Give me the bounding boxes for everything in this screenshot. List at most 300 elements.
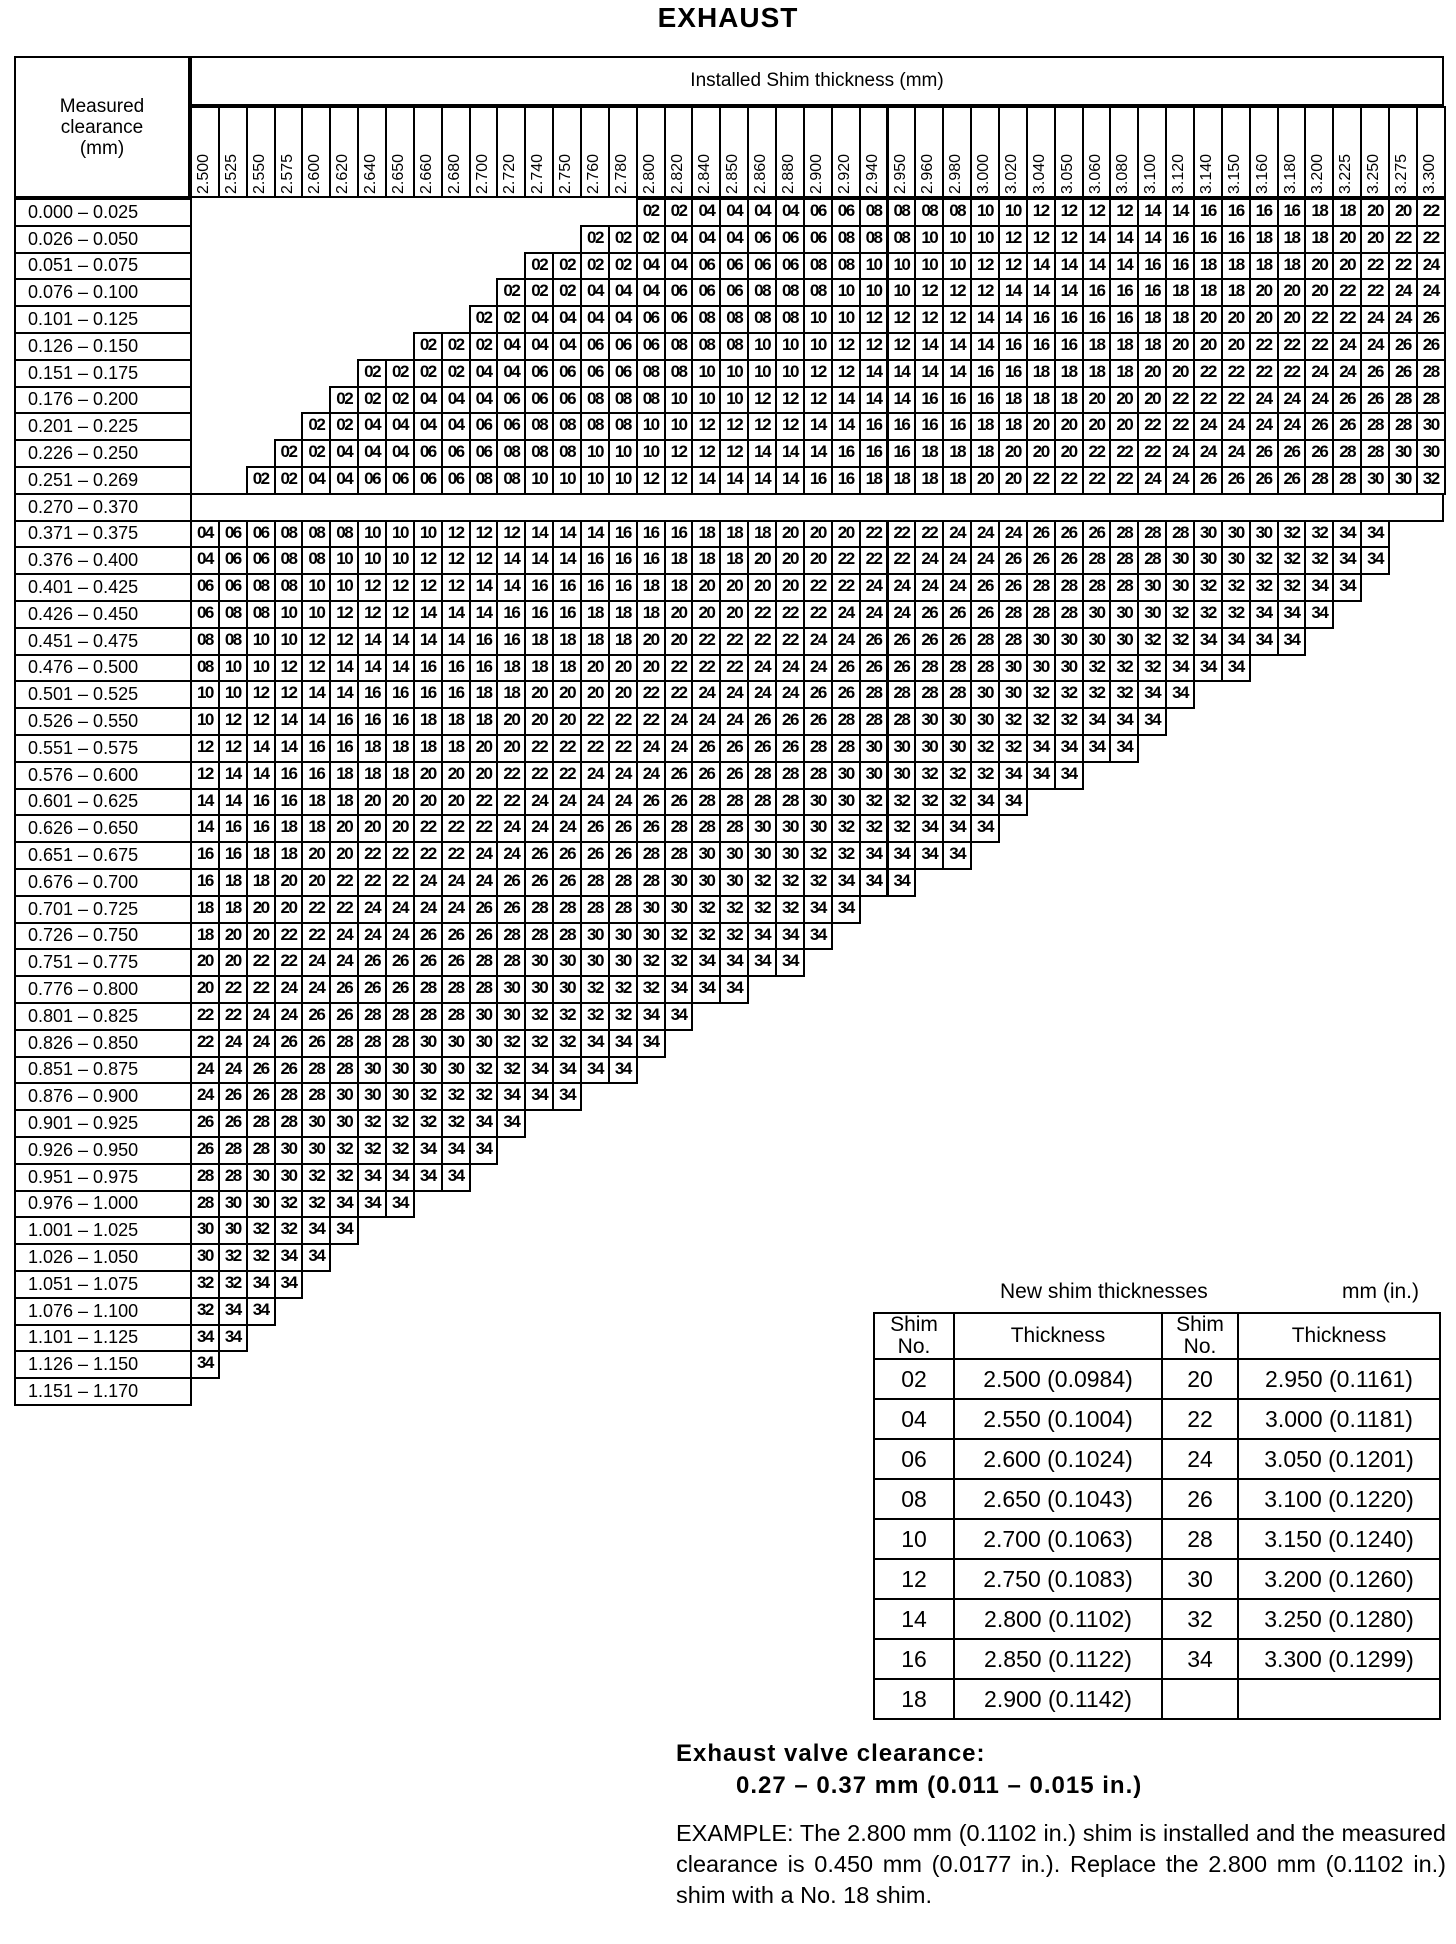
shim-number-value: 28 [196,1165,213,1185]
shim-number-value: 14 [475,576,492,596]
shim-number-value: 16 [447,683,464,703]
shim-number-value: 20 [670,629,687,649]
shim-number-value: 20 [809,549,826,569]
shim-number: 12 [874,1559,954,1599]
shim-number-value: 34 [1227,629,1244,649]
shim-number-value: 02 [642,227,659,247]
shim-number-value: 34 [1172,656,1188,676]
shim-number-value: 02 [670,201,687,220]
clearance-range-label: 0.701 – 0.725 [28,898,139,919]
shim-number-value: 30 [782,844,798,864]
shim-number-value: 20 [1172,335,1188,354]
shim-number-value: 06 [782,227,798,247]
shim-number-value: 30 [837,763,854,783]
shim-number-value: 24 [475,844,492,864]
shim-number-value: 14 [503,576,520,596]
shim-no-header [874,1313,954,1359]
shim-number-value: 24 [1283,415,1300,435]
shim-number-value: 20 [419,763,436,783]
shim-number-value: 34 [475,1112,492,1132]
shim-number-value: 32 [809,871,826,890]
shim-number-value: 04 [726,227,743,247]
shim-thickness-label: 2.640 [362,153,380,194]
shim-number-value: 30 [531,951,548,971]
shim-number-value: 24 [949,549,966,569]
shim-number-value: 18 [1227,254,1244,274]
shim-number-value: 32 [837,844,854,864]
shim-number-value: 32 [977,737,993,756]
shim-number-value: 24 [670,710,687,730]
shim-number-value: 12 [1004,227,1021,247]
shim-number-value: 22 [364,844,381,864]
shim-number-value: 20 [1339,227,1356,247]
shim-thickness-label: 3.250 [1365,153,1383,194]
shim-thickness-label: 2.840 [696,153,714,194]
shim-number-value: 10 [280,603,297,622]
clearance-range-label: 0.401 – 0.425 [28,577,139,598]
shim-number-value: 32 [1060,683,1077,703]
shim-number-value: 12 [224,710,241,730]
shim-number-value: 24 [196,1085,213,1105]
shim-number-value: 26 [698,737,715,756]
shim-number-value: 24 [1172,442,1188,462]
shim-number-value: 10 [614,442,631,462]
shim-number-value: 12 [475,549,492,569]
shim-thickness: 3.100 (0.1220) [1238,1479,1440,1519]
shim-number-value: 10 [698,388,715,408]
shim-number-value: 24 [280,1005,297,1024]
shim-number-value: 16 [977,361,993,381]
shim-number-value: 10 [196,683,213,703]
shim-number-value: 18 [754,522,771,542]
shim-number-value: 24 [809,629,826,649]
shim-number-value: 18 [391,737,408,756]
shim-number-value: 28 [1116,576,1133,596]
shim-number-value: 14 [754,469,771,488]
shim-number-value: 10 [364,522,381,542]
shim-number-value: 10 [587,469,603,488]
shim-number-value: 16 [921,415,938,435]
shim-number-value: 30 [1172,549,1188,569]
shim-number-value: 28 [1172,522,1188,542]
shim-number-value: 22 [782,629,798,649]
shim-number-value: 26 [1255,469,1272,488]
shim-number-value: 28 [1367,415,1383,435]
shim-number-value: 26 [224,1112,241,1132]
shim-number-value: 20 [587,656,603,676]
shim-number-value: 14 [977,308,993,328]
shim-number-value: 26 [754,710,771,730]
shim-number-value: 32 [642,951,659,971]
shim-number-value: 12 [782,415,798,435]
shim-number-value: 20 [754,576,771,596]
new-shim-header-row [874,1313,1440,1359]
shim-number-value: 14 [837,415,854,435]
shim-number-value: 26 [726,737,743,756]
shim-number-value: 32 [1311,522,1328,542]
shim-number-value: 32 [614,1005,631,1024]
shim-number-value: 30 [726,871,743,890]
shim-number: 22 [1162,1399,1238,1439]
shim-number-value: 24 [475,871,492,890]
shim-number-value: 30 [224,1192,241,1212]
shim-number-value: 34 [559,1085,576,1105]
shim-number-value: 16 [391,683,408,703]
shim-number-value: 14 [1172,201,1188,220]
shim-number: 10 [874,1519,954,1559]
shim-number-value: 24 [1367,335,1383,354]
clearance-range-label: 1.101 – 1.125 [28,1327,139,1348]
shim-number-value: 24 [447,871,464,890]
shim-number: 28 [1162,1519,1238,1559]
shim-number-value: 26 [754,737,771,756]
shim-number-value: 28 [754,763,771,783]
shim-number-value: 16 [921,388,938,408]
shim-number-value: 32 [949,763,966,783]
shim-thickness: 2.650 (0.1043) [954,1479,1162,1519]
shim-number-value: 06 [726,254,743,274]
shim-number-value: 14 [587,522,603,542]
shim-number-value: 32 [252,1246,269,1266]
thickness-header-2: Thickness [1238,1313,1440,1359]
shim-number-value: 18 [1144,308,1161,328]
shim-number-value: 30 [196,1246,213,1266]
shim-number-value: 24 [754,656,771,676]
shim-number-value: 12 [949,281,966,301]
shim-number-value: 08 [531,415,548,435]
shim-number-value: 18 [1060,388,1077,408]
shim-number-value: 18 [977,415,993,435]
shim-thickness-label: 2.740 [529,153,547,194]
shim-number-value: 32 [614,978,631,998]
shim-number-value: 26 [419,924,436,944]
shim-number-value: 22 [336,871,353,890]
shim-number-value: 20 [1311,281,1328,301]
shim-number-value: 34 [1144,710,1161,730]
shim-number-value: 14 [419,603,436,622]
shim-number-value: 28 [1311,469,1328,488]
shim-number-value: 18 [1199,281,1216,301]
shim-number-value: 32 [419,1112,436,1132]
shim-number-value: 30 [1394,442,1411,462]
shim-number-value: 32 [726,897,743,917]
shim-number-value: 34 [336,1192,353,1212]
shim-number-value: 10 [670,388,687,408]
shim-number-value: 32 [559,1005,576,1024]
shim-number-value: 34 [196,1326,213,1346]
shim-thickness-label: 3.120 [1170,153,1188,194]
shim-number-value: 08 [782,281,798,301]
shim-number-value: 26 [893,629,910,649]
shim-number-value: 12 [949,308,966,328]
shim-number-value: 32 [698,924,715,944]
shim-number-value: 08 [196,656,213,676]
shim-number-value: 30 [949,710,966,730]
shim-number-value: 34 [1088,737,1105,756]
shim-number-value: 22 [419,844,436,864]
shim-number-value: 34 [921,844,938,864]
shim-number-value: 20 [698,603,715,622]
shim-number-value: 16 [1088,281,1105,301]
shim-number-value: 22 [893,522,910,542]
shim-thickness-label: 2.680 [445,153,463,194]
shim-number-value: 06 [587,361,603,381]
shim-number-value: 04 [503,335,520,354]
shim-number-value: 34 [1255,603,1272,622]
shim-number-value: 34 [670,1005,687,1024]
shim-number-value: 14 [280,737,297,756]
shim-number-value: 20 [1255,308,1272,328]
shim-number-value: 28 [224,1139,241,1158]
shim-number-value: 08 [642,388,659,408]
shim-number-value: 32 [252,1219,269,1239]
clearance-range-label: 0.371 – 0.375 [28,523,139,544]
shim-number-value: 34 [475,1139,492,1158]
shim-number-value: 06 [837,201,854,220]
shim-number-value: 08 [587,415,603,435]
shim-number-value: 30 [614,924,631,944]
shim-number-value: 10 [726,388,743,408]
shim-number-value: 08 [809,254,826,274]
clearance-range-label: 0.226 – 0.250 [28,443,139,464]
clearance-range-label: 0.201 – 0.225 [28,416,139,437]
shim-number-value: 26 [1227,469,1244,488]
shim-number-value: 18 [196,924,213,944]
shim-number-value: 22 [364,871,381,890]
shim-number-value: 16 [364,710,381,730]
shim-number-value: 20 [1227,308,1244,328]
shim-number-value: 30 [391,1085,408,1105]
shim-number-value: 10 [1004,201,1021,220]
shim-number-value: 24 [531,817,548,837]
shim-number-value: 24 [921,549,938,569]
shim-number-value: 12 [391,603,408,622]
shim-number-value: 22 [1227,388,1244,408]
shim-number-value: 20 [754,549,771,569]
shim-number-value: 22 [559,763,576,783]
shim-number-value: 18 [559,656,576,676]
shim-thickness-label: 3.050 [1058,153,1076,194]
shim-number-value: 16 [559,576,576,596]
shim-number-value: 20 [196,978,213,998]
shim-number-value: 34 [1116,710,1133,730]
shim-number-value: 26 [503,871,520,890]
clearance-range-label: 0.126 – 0.150 [28,335,139,356]
shim-number-value: 18 [252,844,269,864]
shim-number-value: 16 [837,442,854,462]
shim-thickness-label: 2.920 [835,153,853,194]
shim-number: 34 [1162,1639,1238,1679]
shim-number-value: 12 [893,335,910,354]
shim-number-value: 14 [280,710,297,730]
shim-number-value: 28 [1088,549,1105,569]
shim-number-value: 26 [1422,308,1439,328]
shim-number-value: 06 [224,549,241,569]
shim-number-value: 04 [531,335,548,354]
shim-number-value: 30 [1116,629,1133,649]
shim-number-value: 28 [1032,576,1049,596]
shim-number-value: 16 [949,388,966,408]
shim-number-value: 28 [1144,522,1161,542]
shim-number-value: 26 [893,656,910,676]
shim-number-value: 14 [865,388,882,408]
shim-number-value: 34 [391,1165,408,1185]
shim-number-value: 14 [698,469,715,488]
shim-number-value: 18 [447,710,464,730]
shim-number-value: 24 [921,576,938,596]
shim-number-value: 32 [308,1192,325,1212]
shim-number-value: 06 [559,388,576,408]
shim-number-value: 14 [1032,254,1049,274]
shim-number-value: 32 [1032,683,1049,703]
shim-thickness-label: 3.225 [1337,153,1355,194]
shim-number-value: 06 [224,522,241,542]
shim-number-value: 20 [391,790,408,810]
shim-number-value: 24 [419,897,436,917]
shim-number-value: 26 [1283,469,1300,488]
shim-number-value: 14 [754,442,771,462]
shim-number-value: 26 [809,710,826,730]
shim-number-value: 30 [1004,656,1021,676]
clearance-range-label: 0.726 – 0.750 [28,925,139,946]
shim-number-value: 34 [754,924,771,944]
shim-number-value: 08 [837,254,854,274]
shim-number-value: 12 [642,469,659,488]
shim-number-value: 32 [196,1299,213,1319]
shim-number-value: 08 [252,576,269,596]
shim-number-value: 06 [419,442,436,462]
shim-number-value: 10 [364,549,381,569]
shim-number-value: 02 [280,442,297,462]
shim-number-value: 02 [475,308,492,328]
shim-number-value: 14 [893,388,910,408]
shim-number-value: 26 [252,1058,269,1078]
shim-number-value: 26 [364,951,381,971]
shim-number-value: 24 [1311,361,1328,381]
shim-number-value: 22 [698,629,715,649]
shim-number-value: 20 [475,763,492,783]
shim-number-value: 10 [642,415,659,435]
shim-thickness-label: 2.940 [863,153,881,194]
shim-number-value: 32 [1004,737,1021,756]
shim-number-value: 16 [419,656,436,676]
shim-number-value: 30 [364,1058,381,1078]
shim-number-value: 30 [1172,576,1188,596]
shim-number-value: 06 [782,254,798,274]
shim-number-value: 32 [1199,603,1216,622]
shim-number-value: 30 [475,1005,492,1024]
shim-number-value: 30 [809,790,826,810]
shim-number-value: 08 [921,201,938,220]
shim-number-value: 32 [475,1058,492,1078]
shim-number-value: 06 [754,254,771,274]
shim-number-value: 28 [893,710,910,730]
shim-number-value: 18 [391,763,408,783]
shim-number-value: 20 [1060,442,1077,462]
shim-number-value: 20 [614,656,631,676]
shim-number-value: 24 [391,924,408,944]
shim-number-value: 02 [503,308,520,328]
shim-number-value: 08 [837,227,854,247]
shim-number-value: 08 [336,522,353,542]
shim-number-value: 28 [252,1112,269,1132]
shim-number-value: 06 [364,469,381,488]
shim-number-value: 10 [336,576,353,596]
shim-number: 26 [1162,1479,1238,1519]
shim-number-value: 10 [336,549,353,569]
shim-number-value: 32 [447,1085,464,1105]
shim-number-value: 14 [475,603,492,622]
shim-number-value: 32 [503,1031,520,1051]
shim-number-value: 14 [447,629,464,649]
shim-number-value: 22 [1311,335,1328,354]
shim-number-value: 16 [419,683,436,703]
shim-number-value: 34 [503,1112,520,1132]
shim-number-value: 28 [1032,603,1049,622]
shim-number-value: 26 [587,844,603,864]
shim-thickness-label: 3.040 [1030,153,1048,194]
shim-number-value: 16 [1227,227,1244,247]
shim-number-value: 20 [224,924,241,944]
shim-number-value: 22 [224,1005,241,1024]
shim-number-value: 20 [782,522,798,542]
shim-number-value: 20 [252,897,269,917]
shim-number-value: 18 [893,469,910,488]
shim-number-value: 34 [447,1139,464,1158]
shim-number-value: 18 [1088,361,1105,381]
shim-number-value: 12 [196,737,213,756]
shim-number-value: 24 [1339,335,1356,354]
shim-number-value: 12 [419,576,436,596]
shim-number-value: 26 [196,1112,213,1132]
shim-number-value: 18 [587,603,603,622]
shim-number-value: 24 [224,1031,241,1051]
shim-number-value: 06 [419,469,436,488]
shim-number [1162,1679,1238,1719]
shim-number-value: 16 [196,844,213,864]
shim-number-value: 04 [336,442,353,462]
shim-number-value: 12 [921,281,938,301]
shim-number-value: 24 [391,897,408,917]
shim-number-value: 14 [224,790,241,810]
shim-number-value: 16 [364,683,381,703]
shim-number-value: 04 [614,308,631,328]
shim-number-value: 34 [1311,603,1328,622]
shim-number-value: 20 [1199,308,1216,328]
shim-number-value: 20 [1004,442,1021,462]
shim-number-value: 08 [670,335,687,354]
shim-number-value: 24 [837,603,854,622]
shim-number-value: 18 [196,897,213,917]
shim-number-value: 14 [837,388,854,408]
shim-number-value: 16 [949,415,966,435]
shim-number-value: 26 [1060,549,1077,569]
shim-number-value: 16 [614,549,631,569]
shim-number-value: 32 [698,897,715,917]
shim-number-value: 28 [1060,576,1077,596]
shim-number-value: 20 [280,871,297,890]
shim-number-value: 26 [280,1031,297,1051]
shim-number-value: 28 [809,763,826,783]
shim-number-value: 26 [921,603,938,622]
shim-number-value: 34 [977,790,993,810]
shim-number-value: 24 [1004,522,1021,542]
shim-number-value: 20 [1116,415,1133,435]
shim-number-value: 32 [1255,576,1272,596]
shim-number-value: 04 [642,254,659,274]
clearance-range-label: 0.626 – 0.650 [28,818,139,839]
shim-number-value: 28 [893,683,910,703]
